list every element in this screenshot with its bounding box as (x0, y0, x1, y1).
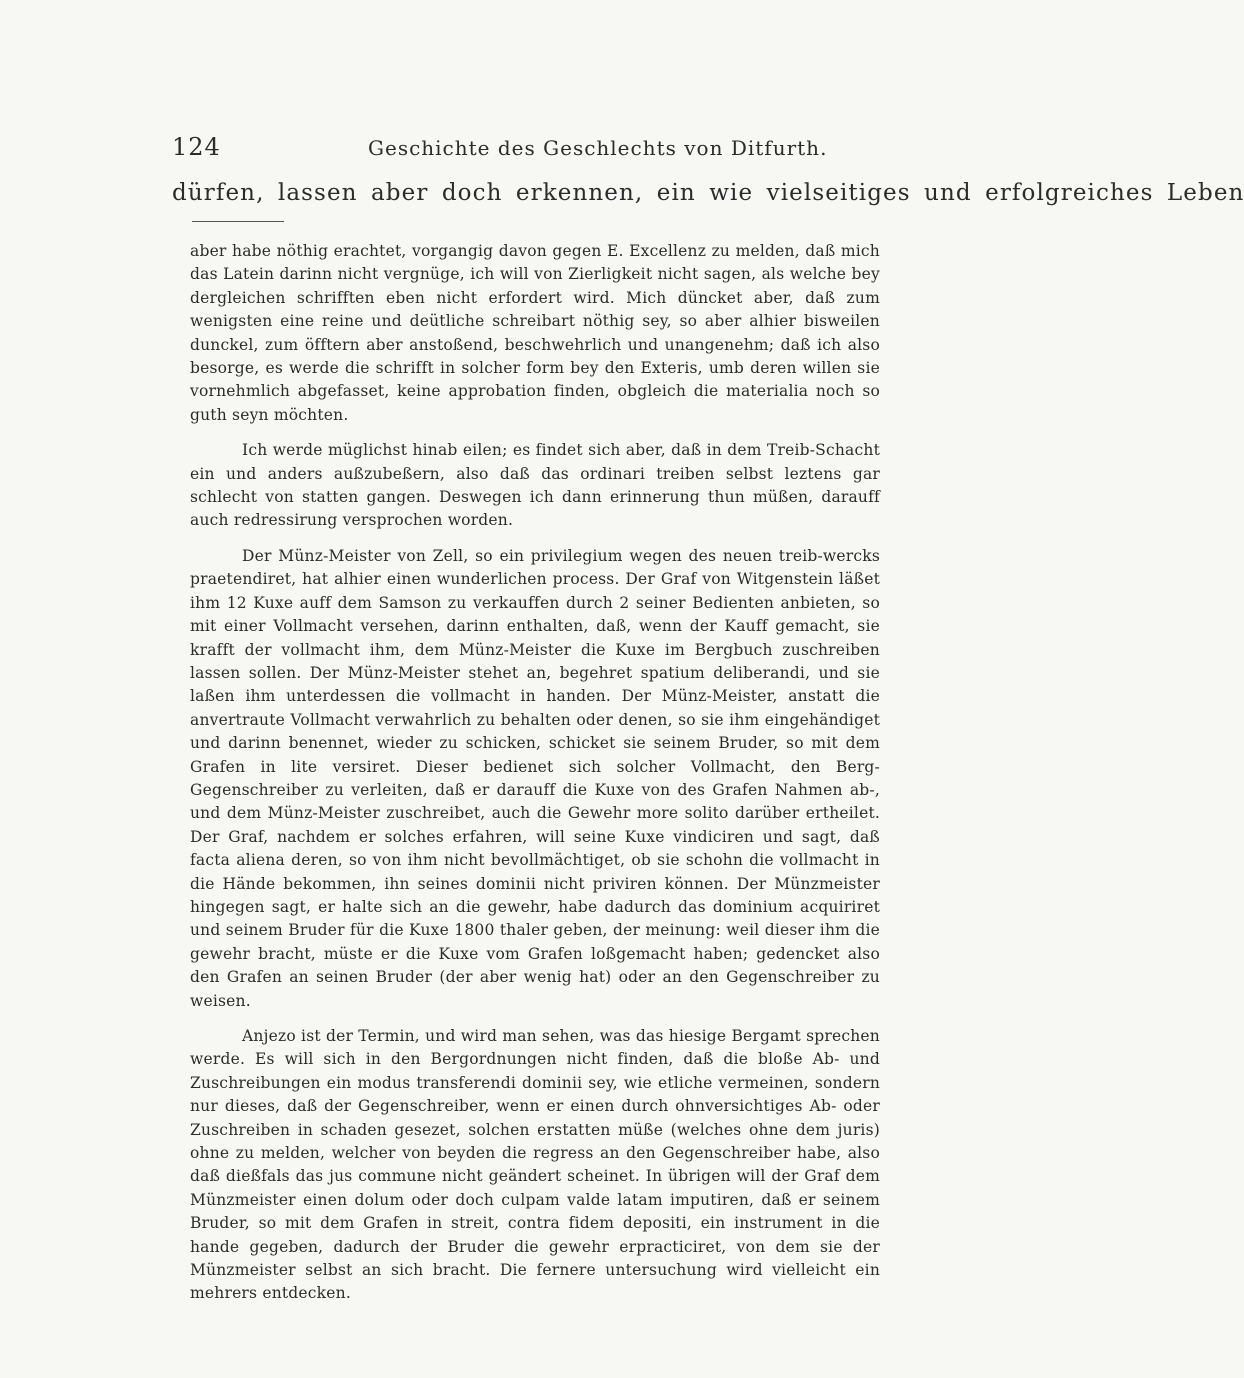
footnote-paragraph: Ich werde müglichst hinab eilen; es findet sich aber, daß in dem Treib-Schacht ein und anders außzubeßern, also daß das ordinari treiben selbst leztens gar schlecht von statten gangen. Deswegen ich dann erinnerung thun müßen, darauff auch redressirung versprochen worden. (190, 441, 880, 530)
footnote-paragraph: aber habe nöthig erachtet, vorgangig davon gegen E. Excellenz zu melden, daß mich das Latein darinn nicht vergnüge, ich will von Zierligkeit nicht sagen, als welche bey dergleichen schrifften eben nicht erfordert wird. Mich düncket aber, daß zum wenigsten eine reine und deütliche schreibart nöthig sey, so aber alhier bisweilen dunckel, zum öfftern aber anstoßend, beschwehrlich und unangenehm; daß ich also besorge, es werde die schrifft in solcher form bey den Exteris, umb deren willen sie vornehmlich abgefasset, keine approbation finden, obgleich die materialia noch so guth seyn möchten. (190, 242, 880, 424)
footnote-paragraph: Anjezo ist der Termin, und wird man sehen, was das hiesige Bergamt sprechen werde. Es will sich in den Bergordnungen nicht finden, daß die bloße Ab- und Zuschreibungen ein modus transferendi dominii sey, wie etliche vermeinen, sondern nur dieses, daß der Gegenschreiber, wenn er einen durch ohnversichtiges Ab- oder Zuschreiben in schaden gesezet, solchen erstatten müße (welches ohne dem juris) ohne zu melden, welcher von beyden die regress an den Gegenschreiber habe, also daß dießfals das jus commune nicht geändert scheinet. In übrigen will der Graf dem Münzmeister einen dolum oder doch culpam valde latam imputiren, daß er seinem Bruder, so mit dem Grafen in streit, contra fidem depositi, ein instrument in die hande gegeben, dadurch der Bruder die gewehr erpracticiret, von dem sie der Münzmeister selbst an sich bracht. Die fernere untersuchung wird vielleicht ein mehrers entdecken. (190, 1027, 880, 1303)
footnote-paragraph: Der Münz-Meister von Zell, so ein privilegium wegen des neuen treib-wercks praetendiret, hat alhier einen wunderlichen process. Der Graf von Witgenstein läßet ihm 12 Kuxe auff dem Samson zu verkauffen durch 2 seiner Bedienten anbieten, so mit einer Vollmacht versehen, darinn enthalten, daß, wenn der Kauff gemacht, sie krafft der vollmacht ihm, dem Münz-Meister die Kuxe im Bergbuch zuschreiben lassen sollen. Der Münz-Meister stehet an, begehret spatium deliberandi, und sie laßen ihm unterdessen die vollmacht in handen. Der Münz-Meister, anstatt die anvertraute Vollmacht verwahrlich zu behalten oder denen, so sie ihm eingehändiget und darinn benennet, wieder zu schicken, schicket sie seinem Bruder, so mit dem Grafen in lite versiret. Dieser bedienet sich solcher Vollmacht, den Berg-Gegenschreiber zu verleiten, daß er darauff die Kuxe von des Grafen Nahmen ab-, und dem Münz-Meister zuschreibet, auch die Gewehr more solito darüber ertheilet. Der Graf, nachdem er solches erfahren, will seine Kuxe vindiciren und sagt, daß facta aliena deren, so von ihm nicht bevollmächtiget, ob sie schohn die vollmacht in die Hände bekommen, ihn seines dominii nicht priviren können. Der Münzmeister hingegen sagt, er halte sich an die gewehr, habe dadurch das dominium acquiriret und seinem Bruder für die Kuxe 1800 thaler geben, der meinung: weil dieser ihm die gewehr bracht, müste er die Kuxe vom Grafen loßgemacht haben; gedencket also den Grafen an seinen Bruder (der aber wenig hat) oder an den Gegenschreiber zu weisen. (190, 546, 880, 1010)
footnote (190, 240, 880, 1318)
footnote-divider (192, 221, 284, 222)
page-number: 124 (172, 133, 221, 161)
running-title: Geschichte des Geschlechts von Ditfurth. (368, 136, 828, 160)
main-text-line: dürfen, lassen aber doch erkennen, ein wie vielseitiges und erfolgreiches Leben (172, 180, 1244, 206)
running-head (172, 133, 888, 165)
